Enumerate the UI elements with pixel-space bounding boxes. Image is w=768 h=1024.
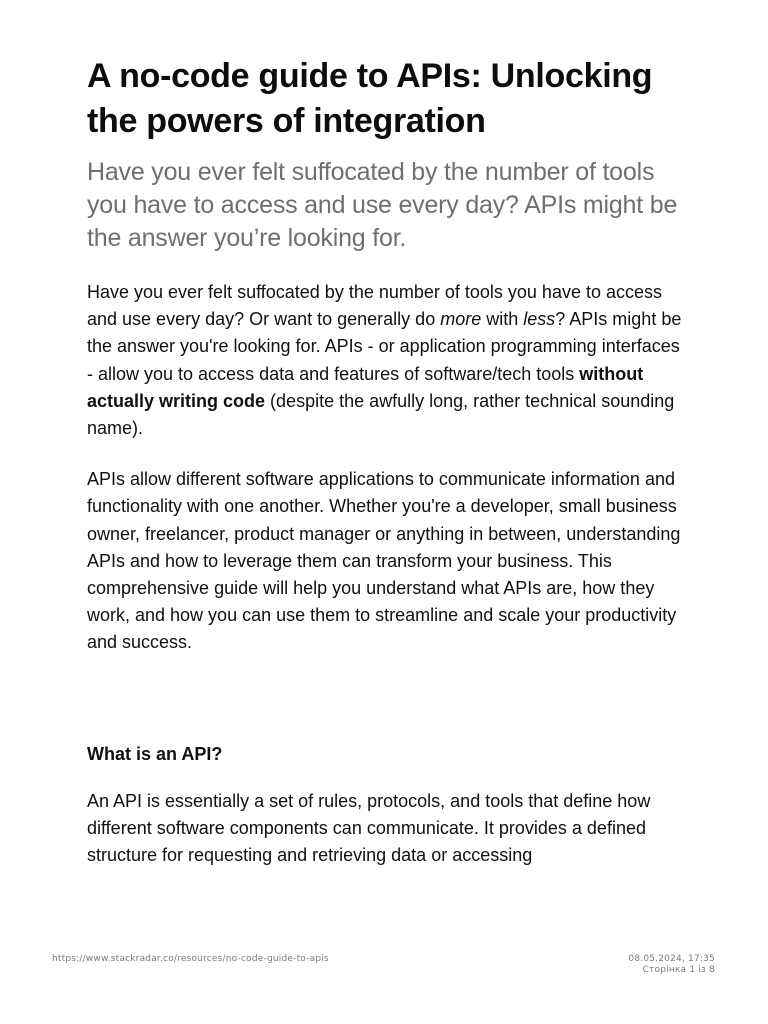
emphasis-more: more bbox=[440, 309, 482, 330]
footer-datetime: 08.05.2024, 17:35 bbox=[628, 954, 715, 964]
article bbox=[87, 54, 687, 869]
intro-paragraph bbox=[87, 279, 687, 442]
bold-without-code: without actually writing code bbox=[87, 363, 644, 411]
body-paragraph-api-definition: An API is essentially a set of rules, protocols, and tools that define how different software components can communicate. It provides a defined structure for requesting and retrieving data or accessing bbox=[87, 790, 651, 866]
footer-source-url[interactable]: https://www.stackradar.co/resources/no-code-guide-to-apis bbox=[52, 954, 329, 964]
intro-text-1: Have you ever felt suffocated by the number of tools you have to access and use every day? Or want to generally do bbox=[87, 282, 662, 330]
body-paragraph-apis-allow: APIs allow different software applications to communicate information and functionality with one another. Whether you're a developer, small business owner, freelancer, product manager or anything in between, understanding APIs and how to leverage them can transform your business. This comprehensive guide will help you understand what APIs are, how they work, and how you can use them to streamline and scale your productivity and success. bbox=[87, 469, 681, 653]
emphasis-less: less bbox=[523, 309, 556, 330]
intro-text-4: (despite the awfully long, rather technical sounding name). bbox=[87, 390, 675, 439]
footer-meta bbox=[628, 954, 715, 976]
section-heading-what-is-api: What is an API? bbox=[87, 743, 223, 764]
intro-text-3: ? APIs might be the answer you're looking for. APIs - or application programming interfaces - allow you to access data and features of software/tech tools bbox=[87, 309, 682, 384]
article-subtitle: Have you ever felt suffocated by the number of tools you have to access and use every day? APIs might be the answer you’re looking for. bbox=[87, 158, 678, 252]
footer-page-number: Сторінка 1 із 8 bbox=[642, 965, 715, 975]
article-title: A no-code guide to APIs: Unlocking the powers of integration bbox=[87, 57, 653, 140]
intro-text-2: with bbox=[481, 309, 524, 330]
